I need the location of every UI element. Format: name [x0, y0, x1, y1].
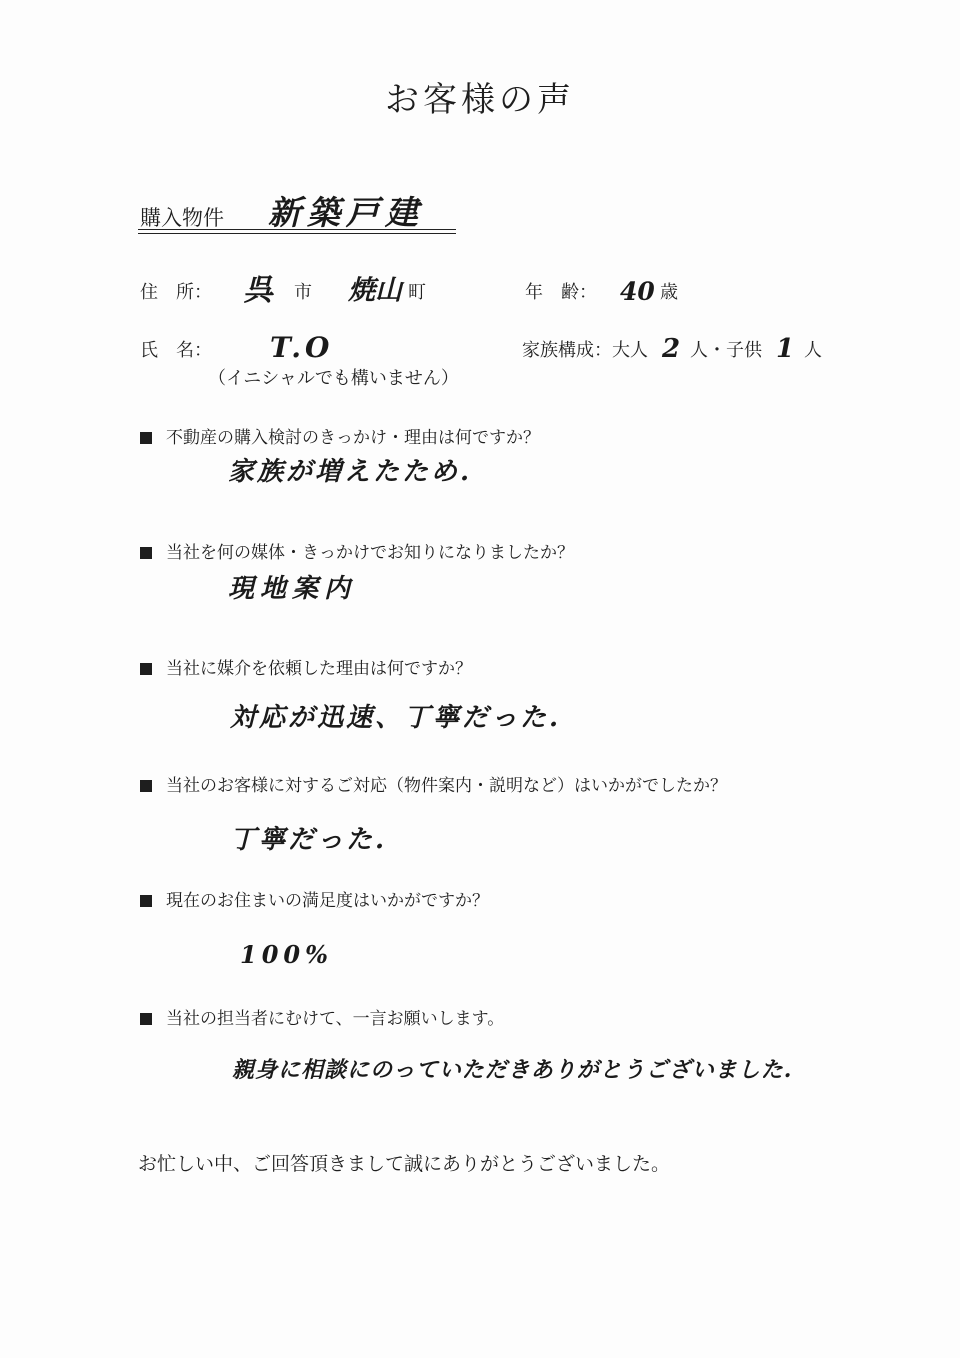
- question-text: 当社の担当者にむけて、一言お願いします。: [166, 1009, 505, 1029]
- bullet-square-icon: [140, 663, 152, 675]
- address-label: 住 所：: [140, 282, 212, 303]
- property-label: 購入物件: [140, 206, 224, 230]
- address-city-value: 呉: [243, 273, 273, 308]
- property-value: 新築戸建: [268, 193, 424, 232]
- closing-message: お忙しい中、ご回答頂きまして誠にありがとうございました。: [138, 1153, 671, 1175]
- address-town-suffix: 町: [408, 282, 426, 303]
- name-note: （イニシャルでも構いません）: [208, 368, 459, 389]
- page-title: お客様の声: [385, 80, 575, 120]
- address-town-value: 焼山: [348, 275, 402, 306]
- bullet-square-icon: [140, 780, 152, 792]
- address-city-suffix: 市: [294, 282, 312, 303]
- age-suffix: 歳: [660, 282, 678, 303]
- question-text: 不動産の購入検討のきっかけ・理由は何ですか？: [166, 428, 540, 448]
- bullet-square-icon: [140, 432, 152, 444]
- family-mid-label: 人・子供: [690, 340, 762, 361]
- question-text: 当社のお客様に対するご対応（物件案内・説明など）はいかがでしたか？: [166, 776, 727, 796]
- question-text: 当社を何の媒体・きっかけでお知りになりましたか？: [166, 543, 574, 563]
- family-suffix: 人: [804, 340, 822, 361]
- age-value: 40: [620, 277, 655, 306]
- bullet-square-icon: [140, 895, 152, 907]
- answer-text: 親身に相談にのっていただきありがとうございました.: [232, 1057, 793, 1083]
- name-value: T.O: [270, 331, 334, 364]
- bullet-square-icon: [140, 547, 152, 559]
- question-text: 当社に媒介を依頼した理由は何ですか？: [166, 659, 472, 679]
- answer-text: 対応が迅速、丁寧だった.: [230, 703, 562, 733]
- age-label: 年 齢：: [525, 282, 597, 303]
- property-underline: [138, 229, 456, 234]
- answer-text: 現地案内: [228, 574, 357, 604]
- answer-text: 100%: [240, 940, 333, 969]
- bullet-square-icon: [140, 1013, 152, 1025]
- answer-text: 丁寧だった.: [230, 825, 388, 855]
- answer-text: 家族が増えたため.: [228, 457, 473, 487]
- name-label: 氏 名：: [140, 340, 212, 361]
- family-children-value: 1: [776, 334, 795, 364]
- family-adults-value: 2: [662, 334, 681, 364]
- question-text: 現在のお住まいの満足度はいかがですか？: [166, 891, 489, 911]
- family-label: 家族構成：大人: [522, 340, 648, 361]
